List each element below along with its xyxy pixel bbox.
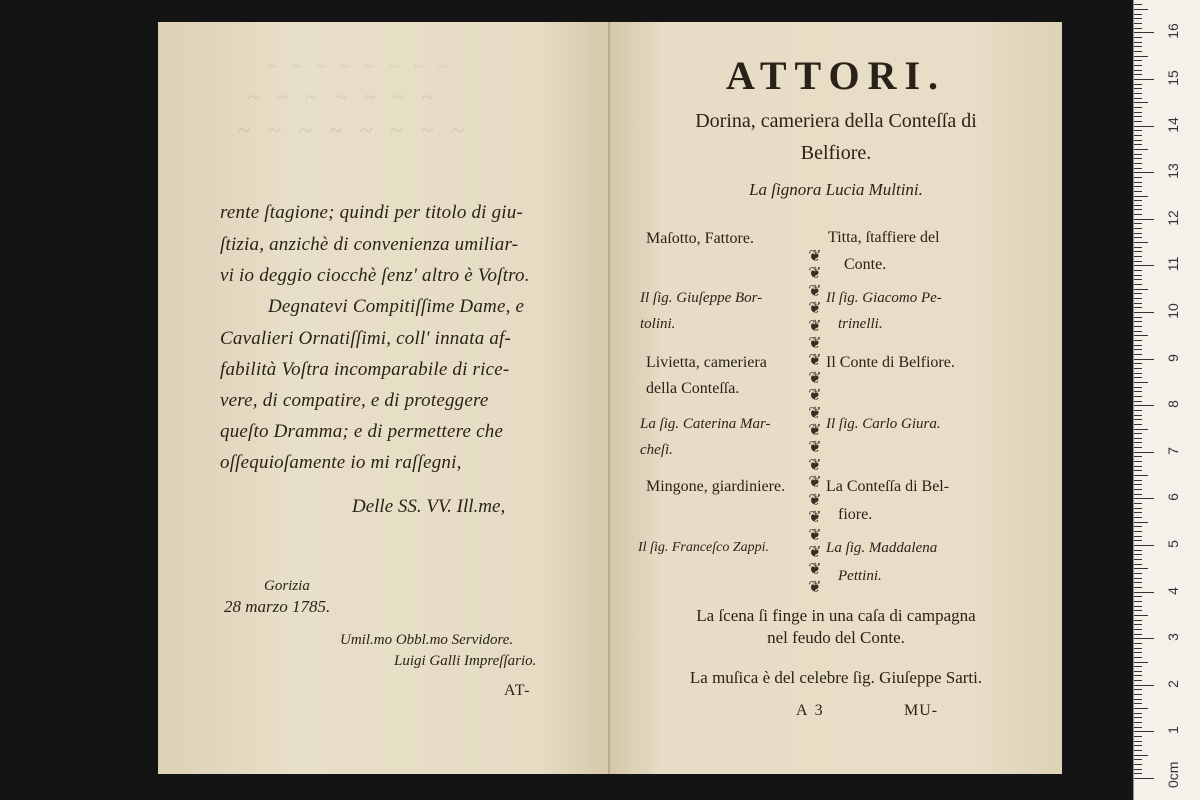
ruler-tick <box>1134 46 1142 47</box>
ruler-tick <box>1134 550 1142 551</box>
ruler-number: 4 <box>1165 586 1181 595</box>
ruler-tick <box>1134 736 1142 737</box>
fleuron-glyph: ❦ <box>808 578 822 596</box>
ruler-tick <box>1134 289 1148 290</box>
ruler-tick <box>1134 582 1142 583</box>
ruler-tick <box>1134 755 1148 756</box>
ruler-tick <box>1134 284 1142 285</box>
ruler-number: 15 <box>1165 70 1181 86</box>
ruler-tick <box>1134 624 1142 625</box>
ruler-tick <box>1134 158 1142 159</box>
ruler-tick <box>1134 596 1142 597</box>
ruler-tick <box>1134 657 1142 658</box>
fleuron-icon <box>807 248 823 596</box>
ruler-tick <box>1134 419 1142 420</box>
ruler-tick <box>1134 102 1148 103</box>
ruler-tick <box>1134 522 1148 523</box>
ruler-number: 2 <box>1165 679 1181 688</box>
ruler-tick <box>1134 116 1142 117</box>
fleuron-glyph: ❦ <box>808 491 822 509</box>
ruler-tick <box>1134 331 1142 332</box>
dedication-line: queſto Dramma; e di permettere che <box>220 421 504 442</box>
ruler-tick <box>1134 652 1142 653</box>
ruler-tick <box>1134 480 1142 481</box>
ruler-tick <box>1134 680 1142 681</box>
ruler-tick <box>1134 699 1142 700</box>
ruler-tick <box>1134 466 1142 467</box>
cast-role: fiore. <box>838 506 873 523</box>
fleuron-glyph: ❦ <box>808 300 822 318</box>
ruler-tick <box>1134 452 1154 453</box>
ruler-tick <box>1134 703 1142 704</box>
ruler-tick <box>1134 498 1154 499</box>
ruler-tick <box>1134 279 1142 280</box>
lead-role: Dorina, cameriera della Conteſſa di <box>695 110 977 132</box>
ruler-tick <box>1134 32 1154 33</box>
fleuron-glyph: ❦ <box>808 561 822 579</box>
ruler-tick <box>1134 401 1142 402</box>
ruler-tick <box>1134 778 1154 779</box>
ruler-tick <box>1134 298 1142 299</box>
date: 28 marzo 1785. <box>224 597 331 616</box>
ruler-tick <box>1134 233 1142 234</box>
cast-singer: Pettini. <box>838 568 882 584</box>
ruler-tick <box>1134 140 1142 141</box>
ruler-tick <box>1134 163 1142 164</box>
ruler-tick <box>1134 764 1142 765</box>
ruler-tick <box>1134 144 1142 145</box>
ruler-tick <box>1134 335 1148 336</box>
dedication-line: ſtizia, anzichè di convenienza umiliar- <box>220 234 519 255</box>
ruler-tick <box>1134 237 1142 238</box>
ruler-tick <box>1134 256 1142 257</box>
ruler-number: 7 <box>1165 446 1181 455</box>
ruler-tick <box>1134 228 1142 229</box>
ruler-tick <box>1134 713 1142 714</box>
ruler-tick <box>1134 592 1154 593</box>
ruler-tick <box>1134 196 1148 197</box>
ruler-tick <box>1134 261 1142 262</box>
left-page: ~ ~ ~ ~ ~ ~ ~ ~ ~ ~ ~ ~ ~ ~ ~ ~ ~ ~ ~ ~ ~ ~ ~ rente ſtagione; quindi per titolo di giu- ſtizia, anzichè di convenienza umiliar- vi io deggio ciocchè ſenz' altro è Voſtro. Degnatevi Compitiſſime Dame, e Cavalieri Ornatiſſimi, coll' innata af- fabilità Voſtra incomparabile di rice- vere, di compatire, e di proteggere queſto Dramma; e di permettere che oſſequioſamente io mi raſſegni, Delle SS. VV. Ill.me, Gorizia 28 marzo 1785. Umil.mo Obbl.mo Servidore. Luigi Galli Impreſſario. AT- <box>158 22 608 774</box>
dedication-line: oſſequioſamente io mi raſſegni, <box>220 452 462 473</box>
ruler-number: 9 <box>1165 353 1181 362</box>
cast-role: Titta, ſtaffiere del <box>828 229 940 246</box>
ruler-tick <box>1134 620 1142 621</box>
ruler-number: 11 <box>1165 257 1181 272</box>
signature-servant: Umil.mo Obbl.mo Servidore. <box>340 632 514 648</box>
ruler-tick <box>1134 377 1142 378</box>
ruler-number: 13 <box>1165 163 1181 179</box>
closing-salutation: Delle SS. VV. Ill.me, <box>352 496 506 517</box>
ruler-tick <box>1134 606 1142 607</box>
ruler-tick <box>1134 84 1142 85</box>
fleuron-glyph: ❦ <box>808 543 822 561</box>
fleuron-glyph: ❦ <box>808 352 822 370</box>
ruler-tick <box>1134 373 1142 374</box>
ruler-number: 0cm <box>1165 761 1181 788</box>
fleuron-glyph: ❦ <box>808 265 822 283</box>
ruler-tick <box>1134 526 1142 527</box>
cast-singer: tolini. <box>640 316 676 332</box>
fleuron-glyph: ❦ <box>808 422 822 440</box>
ruler-tick <box>1134 503 1142 504</box>
ruler-tick <box>1134 14 1142 15</box>
scene-description: La ſcena ſi finge in una caſa di campagna <box>696 606 976 625</box>
fleuron-glyph: ❦ <box>808 317 822 335</box>
ruler-tick <box>1134 23 1142 24</box>
ruler-tick <box>1134 270 1142 271</box>
ruler-tick <box>1134 214 1142 215</box>
ruler-tick <box>1134 359 1154 360</box>
dedication-line: fabilità Voſtra incomparabile di rice- <box>220 359 510 380</box>
ruler-tick <box>1134 191 1142 192</box>
fleuron-glyph: ❦ <box>808 248 822 265</box>
ruler-tick <box>1134 727 1142 728</box>
fleuron-glyph: ❦ <box>808 509 822 527</box>
ruler-tick <box>1134 126 1154 127</box>
ruler-tick <box>1134 321 1142 322</box>
signature-impresario: Luigi Galli Impreſſario. <box>394 653 537 669</box>
dedication-line: vi io deggio ciocchè ſenz' altro è Voſtro. <box>220 265 530 286</box>
ruler-tick <box>1134 172 1154 173</box>
ruler-tick <box>1134 773 1142 774</box>
fleuron-glyph: ❦ <box>808 474 822 492</box>
ruler-tick <box>1134 42 1142 43</box>
ruler-tick <box>1134 121 1142 122</box>
ruler-tick <box>1134 573 1142 574</box>
ruler-tick <box>1134 60 1142 61</box>
ruler-tick <box>1134 177 1142 178</box>
ruler-tick <box>1134 456 1142 457</box>
ruler-tick <box>1134 186 1142 187</box>
ruler-tick <box>1134 489 1142 490</box>
cast-role: La Conteſſa di Bel- <box>826 478 950 495</box>
ruler-tick <box>1134 56 1148 57</box>
ruler-tick <box>1134 182 1142 183</box>
ruler-tick <box>1134 424 1142 425</box>
ruler-tick <box>1134 675 1142 676</box>
cast-singer: La ſig. Caterina Mar- <box>640 416 771 432</box>
ruler-number: 14 <box>1165 116 1181 133</box>
ruler-tick <box>1134 112 1142 113</box>
ruler-tick <box>1134 223 1142 224</box>
fleuron-glyph: ❦ <box>808 526 822 544</box>
ruler-tick <box>1134 564 1142 565</box>
ruler-tick <box>1134 74 1142 75</box>
ruler-tick <box>1134 638 1154 639</box>
ruler-tick <box>1134 340 1142 341</box>
fleuron-glyph: ❦ <box>808 282 822 300</box>
ruler-tick <box>1134 303 1142 304</box>
ruler-number: 16 <box>1165 23 1181 40</box>
ruler-tick <box>1134 349 1142 350</box>
ruler-tick <box>1134 251 1142 252</box>
cast-role: Maſotto, Fattore. <box>646 230 754 247</box>
ruler-tick <box>1134 345 1142 346</box>
ruler-tick <box>1134 317 1142 318</box>
ruler-tick <box>1134 209 1142 210</box>
ruler-tick <box>1134 484 1142 485</box>
ruler-tick <box>1134 51 1142 52</box>
ruler-tick <box>1134 396 1142 397</box>
fleuron-glyph: ❦ <box>808 439 822 457</box>
cast-singer: Il ſig. Giacomo Pe- <box>826 290 942 306</box>
scene-description-continued: nel feudo del Conte. <box>767 628 905 647</box>
ruler-tick <box>1134 429 1148 430</box>
ruler-tick <box>1134 18 1142 19</box>
fleuron-glyph: ❦ <box>808 369 822 387</box>
ruler-tick <box>1134 722 1142 723</box>
ruler-tick <box>1134 750 1142 751</box>
catchword: AT- <box>504 682 531 699</box>
ruler-tick <box>1134 643 1142 644</box>
cast-singer: trinelli. <box>838 316 883 332</box>
signature-mark: A 3 <box>796 702 825 719</box>
ruler-tick <box>1134 759 1142 760</box>
ruler-tick <box>1134 662 1148 663</box>
ruler-tick <box>1134 149 1148 150</box>
ruler-tick <box>1134 9 1148 10</box>
ruler-number: 5 <box>1165 540 1181 548</box>
ruler-tick <box>1134 610 1142 611</box>
ruler-tick <box>1134 65 1142 66</box>
ruler-tick <box>1134 88 1142 89</box>
ruler-tick <box>1134 265 1154 266</box>
ruler-tick <box>1134 671 1142 672</box>
fleuron-glyph: ❦ <box>808 456 822 474</box>
ruler-tick <box>1134 689 1142 690</box>
ruler-tick <box>1134 475 1148 476</box>
ruler-tick <box>1134 200 1142 201</box>
ruler-tick <box>1134 391 1142 392</box>
ruler-tick <box>1134 205 1142 206</box>
ruler-tick <box>1134 275 1142 276</box>
lead-role-continued: Belfiore. <box>800 142 872 164</box>
ruler-tick <box>1134 219 1154 220</box>
ruler-tick <box>1134 79 1154 80</box>
cast-singer: Il ſig. Franceſco Zappi. <box>638 540 770 555</box>
ruler-tick <box>1134 70 1142 71</box>
music-credit: La muſica è del celebre ſig. Giuſeppe Sarti. <box>689 668 983 687</box>
ruler-tick <box>1134 107 1142 108</box>
ruler-tick <box>1134 694 1142 695</box>
ruler-tick <box>1134 559 1142 560</box>
ruler-tick <box>1134 382 1148 383</box>
cast-role: Mingone, giardiniere. <box>646 478 786 495</box>
dedication-line: Cavalieri Ornatiſſimi, coll' innata af- <box>220 328 512 349</box>
ruler-tick <box>1134 708 1148 709</box>
ruler-tick <box>1134 4 1142 5</box>
ruler-number: 8 <box>1165 400 1181 409</box>
dedication-line: vere, di compatire, e di proteggere <box>220 390 489 411</box>
ruler-tick <box>1134 438 1142 439</box>
cast-role: Livietta, cameriera <box>646 354 767 371</box>
ruler-tick <box>1134 554 1142 555</box>
ruler-tick <box>1134 242 1148 243</box>
ruler-tick <box>1134 601 1142 602</box>
page-title: ATTORI. <box>725 53 947 98</box>
ruler-tick <box>1134 28 1142 29</box>
measuring-ruler <box>1133 0 1200 800</box>
ruler-tick <box>1134 410 1142 411</box>
cast-singer: La ſig. Maddalena <box>826 540 938 556</box>
ruler-tick <box>1134 130 1142 131</box>
ruler-tick <box>1134 461 1142 462</box>
cast-role: Il Conte di Belfiore. <box>826 354 955 371</box>
ruler-tick <box>1134 368 1142 369</box>
lead-singer: La ſignora Lucia Multini. <box>749 180 923 199</box>
ruler-tick <box>1134 685 1154 686</box>
ruler-tick <box>1134 745 1142 746</box>
cast-role: Conte. <box>844 256 887 273</box>
ruler-tick <box>1134 442 1142 443</box>
right-page <box>610 22 1062 774</box>
fleuron-glyph: ❦ <box>808 404 822 422</box>
ruler-tick <box>1134 634 1142 635</box>
ruler-tick <box>1134 447 1142 448</box>
ruler-tick <box>1134 433 1142 434</box>
cast-singer: cheſi. <box>640 442 673 458</box>
ruler-tick <box>1134 731 1154 732</box>
fleuron-glyph: ❦ <box>808 387 822 405</box>
catchword: MU- <box>904 702 939 719</box>
ruler-tick <box>1134 648 1142 649</box>
ruler-tick <box>1134 540 1142 541</box>
cast-role: della Conteſſa. <box>646 380 740 397</box>
fleuron-glyph: ❦ <box>808 335 822 353</box>
ruler-number: 3 <box>1165 633 1181 642</box>
ruler-tick <box>1134 615 1148 616</box>
ruler-tick <box>1134 37 1142 38</box>
ruler-tick <box>1134 494 1142 495</box>
ruler-tick <box>1134 536 1142 537</box>
ruler-tick <box>1134 470 1142 471</box>
ruler-tick <box>1134 293 1142 294</box>
dedication-line: rente ſtagione; quindi per titolo di giu- <box>220 202 524 223</box>
ruler-tick <box>1134 769 1142 770</box>
ruler-tick <box>1134 666 1142 667</box>
ruler-number: 10 <box>1165 303 1181 319</box>
ruler-tick <box>1134 135 1142 136</box>
ruler-tick <box>1134 568 1148 569</box>
ruler-tick <box>1134 629 1142 630</box>
ruler-tick <box>1134 168 1142 169</box>
cast-singer: Il ſig. Giuſeppe Bor- <box>640 290 763 306</box>
ruler-tick <box>1134 415 1142 416</box>
ruler-tick <box>1134 247 1142 248</box>
dedication-line: Degnatevi Compitiſſime Dame, e <box>268 296 525 317</box>
ruler-tick <box>1134 512 1142 513</box>
ruler-tick <box>1134 587 1142 588</box>
ruler-tick <box>1134 326 1142 327</box>
cast-singer: Il ſig. Carlo Giura. <box>826 416 941 432</box>
ruler-tick <box>1134 578 1142 579</box>
ruler-tick <box>1134 312 1154 313</box>
ruler-tick <box>1134 741 1142 742</box>
ruler-tick <box>1134 307 1142 308</box>
ruler-tick <box>1134 531 1142 532</box>
ruler-tick <box>1134 545 1154 546</box>
ruler-tick <box>1134 93 1142 94</box>
ruler-tick <box>1134 363 1142 364</box>
ruler-tick <box>1134 508 1142 509</box>
ruler-tick <box>1134 717 1142 718</box>
ruler-tick <box>1134 387 1142 388</box>
ruler-tick <box>1134 154 1142 155</box>
ruler-number: 1 <box>1165 726 1181 735</box>
ruler-tick <box>1134 517 1142 518</box>
ruler-number: 12 <box>1165 210 1181 226</box>
ruler-tick <box>1134 405 1154 406</box>
place-name: Gorizia <box>264 578 310 594</box>
ruler-tick <box>1134 354 1142 355</box>
ruler-tick <box>1134 98 1142 99</box>
ruler-number: 6 <box>1165 493 1181 502</box>
